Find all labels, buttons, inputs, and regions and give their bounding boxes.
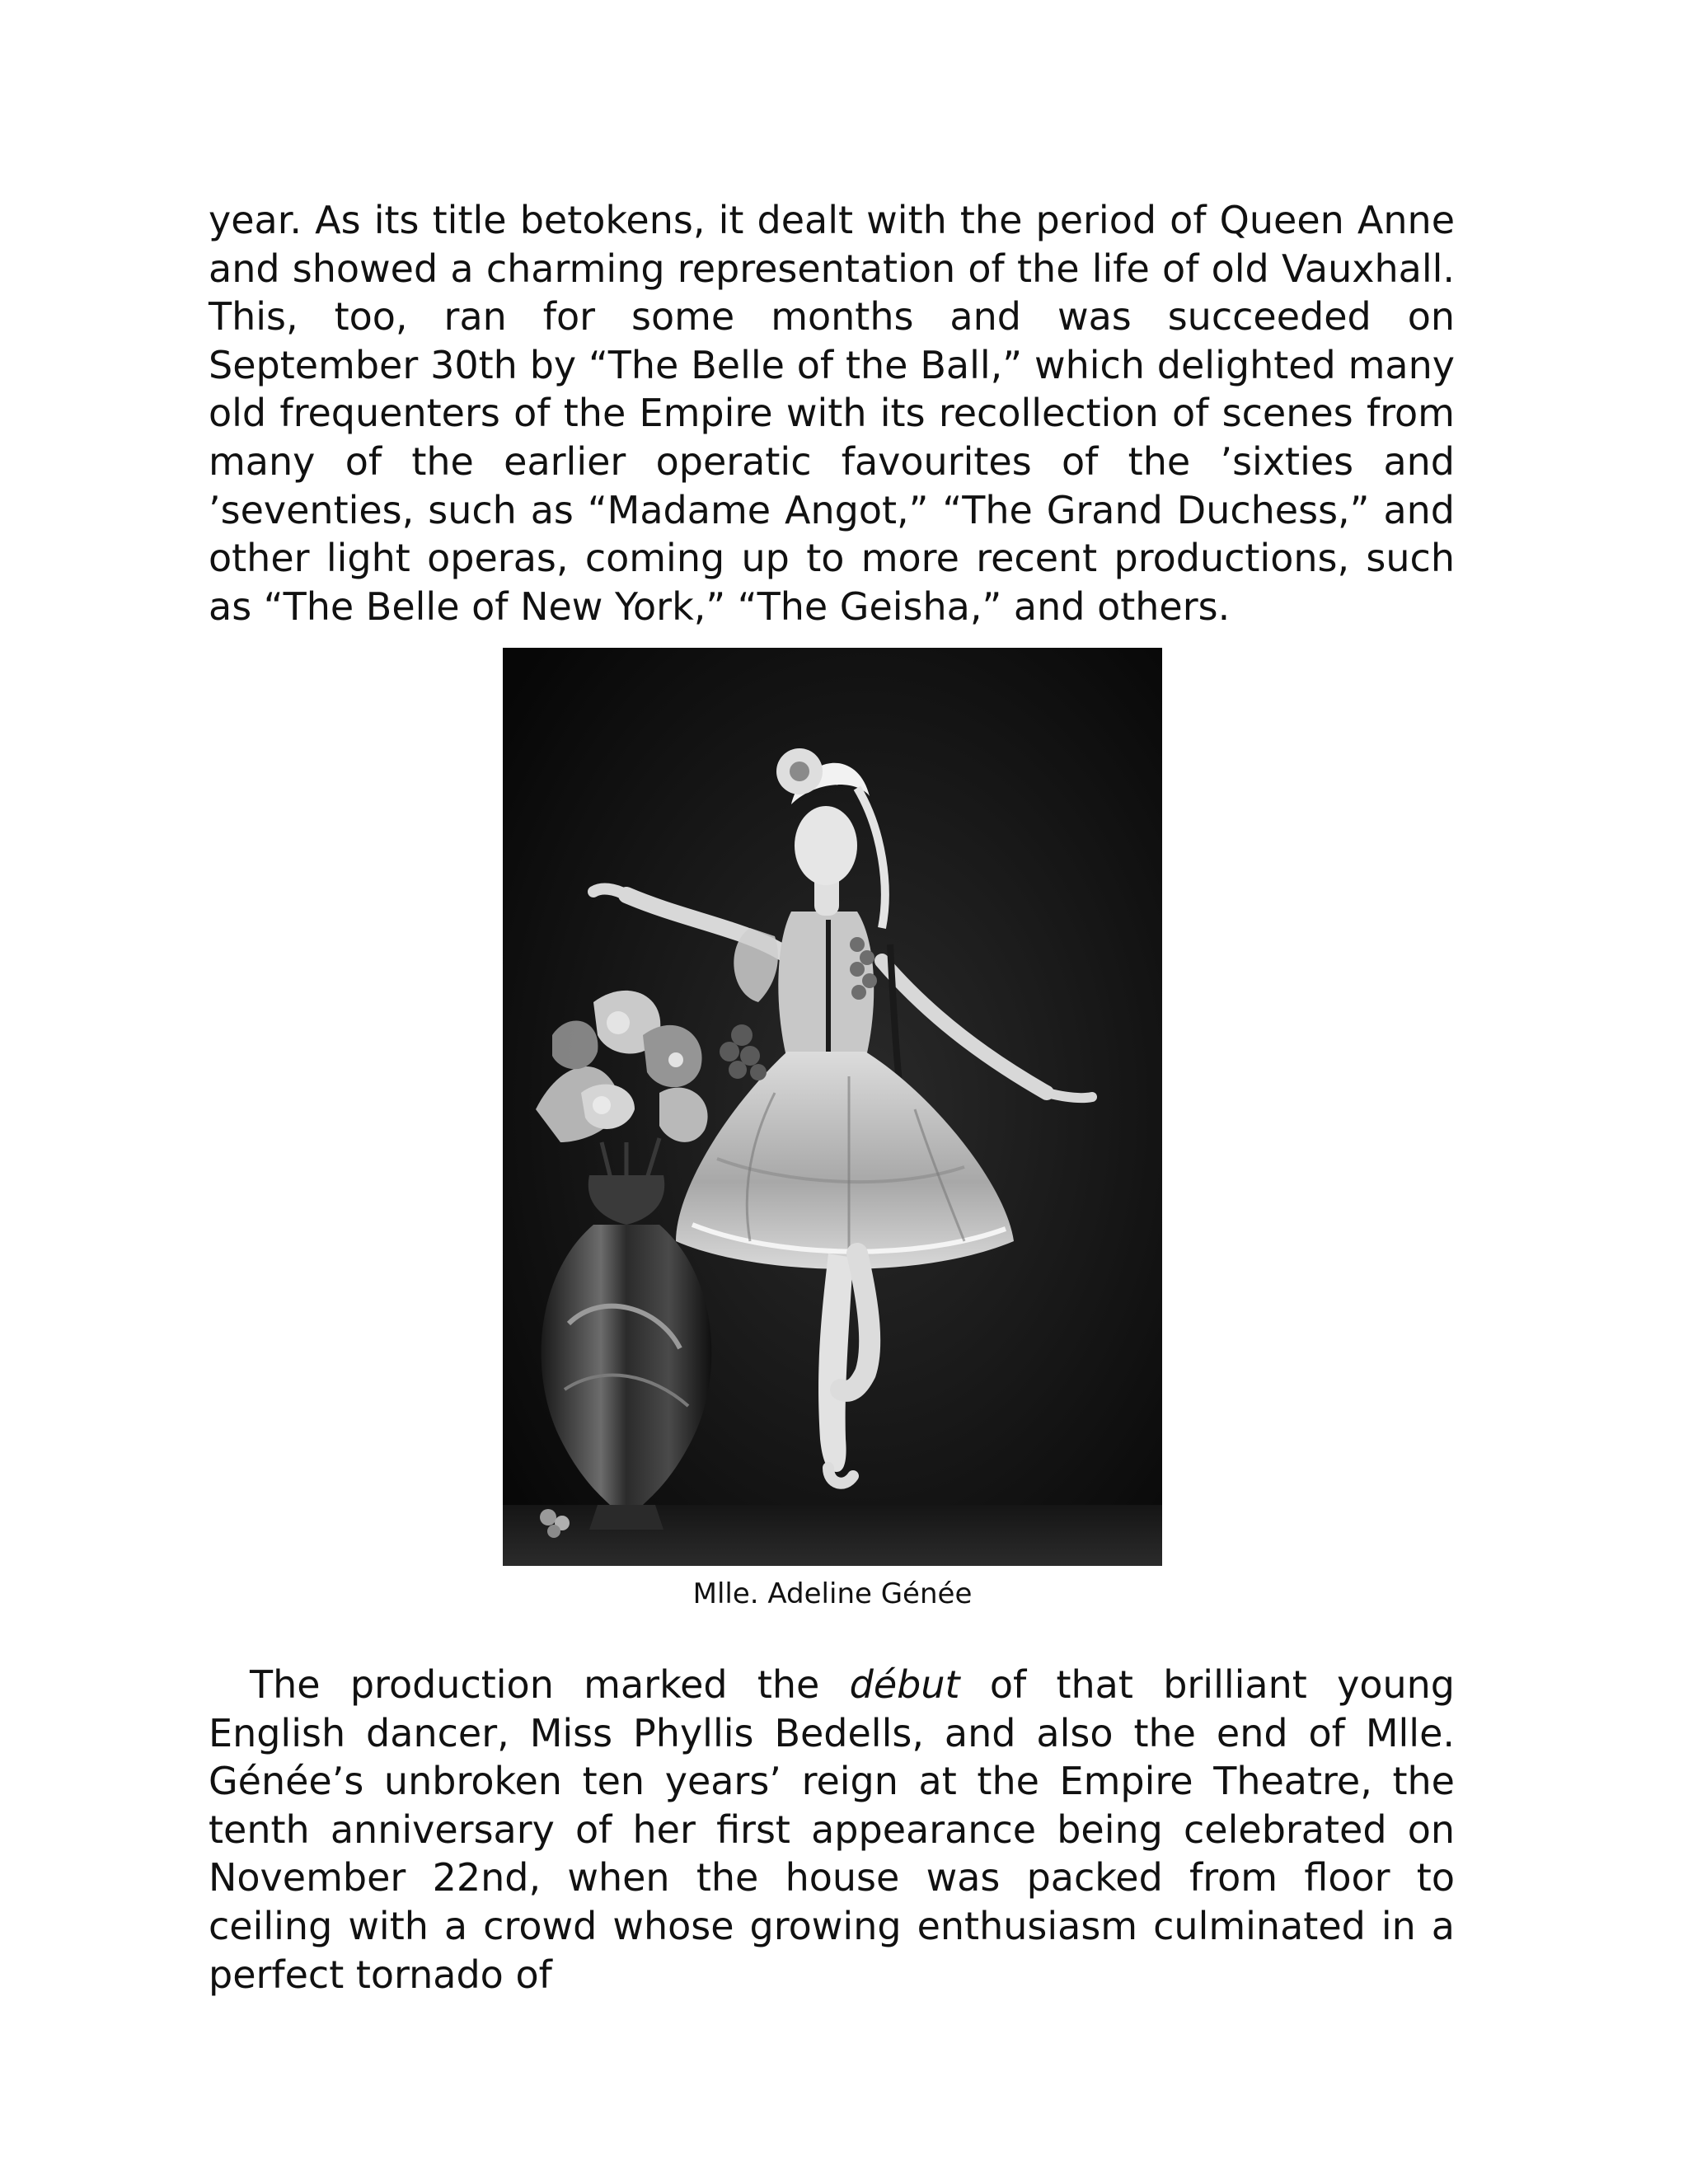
- paragraph-2-before: The production marked the: [250, 1662, 850, 1707]
- body-paragraph-1: year. As its title betokens, it dealt with the period of Queen Anne and showed a charming representation of the life of old Vauxhall. This, too, ran for some months and was succeeded on September 30th by “The Belle of the Ball,” which delighted many old frequenters of the Empire with its recollection of scenes from many of the earlier operatic favourites of the ’sixties and ’seventies, such as “Madame Angot,” “The Grand Duchess,” and other light operas, coming up to more recent productions, such as “The Belle of New York,” “The Geisha,” and others.: [209, 198, 1455, 629]
- dancer-illustration: [503, 648, 1162, 1566]
- body-paragraph-2: [209, 1661, 1455, 1999]
- paragraph-2-after: of that brilliant young English dancer, Miss Phyllis Bedells, and also the end of Mlle. Génée’s unbroken ten years’ reign at the Empire Theatre, the tenth anniversary of her first appearance being celebrated on November 22nd, when the house was packed from floor to ceiling with a crowd whose growing enthusiasm culminated in a perfect tornado of: [209, 1662, 1455, 1997]
- dancer-photograph: [503, 648, 1162, 1566]
- paragraph-2-emphasis: début: [849, 1662, 960, 1707]
- figure-caption: Mlle. Adeline Génée: [692, 1577, 973, 1610]
